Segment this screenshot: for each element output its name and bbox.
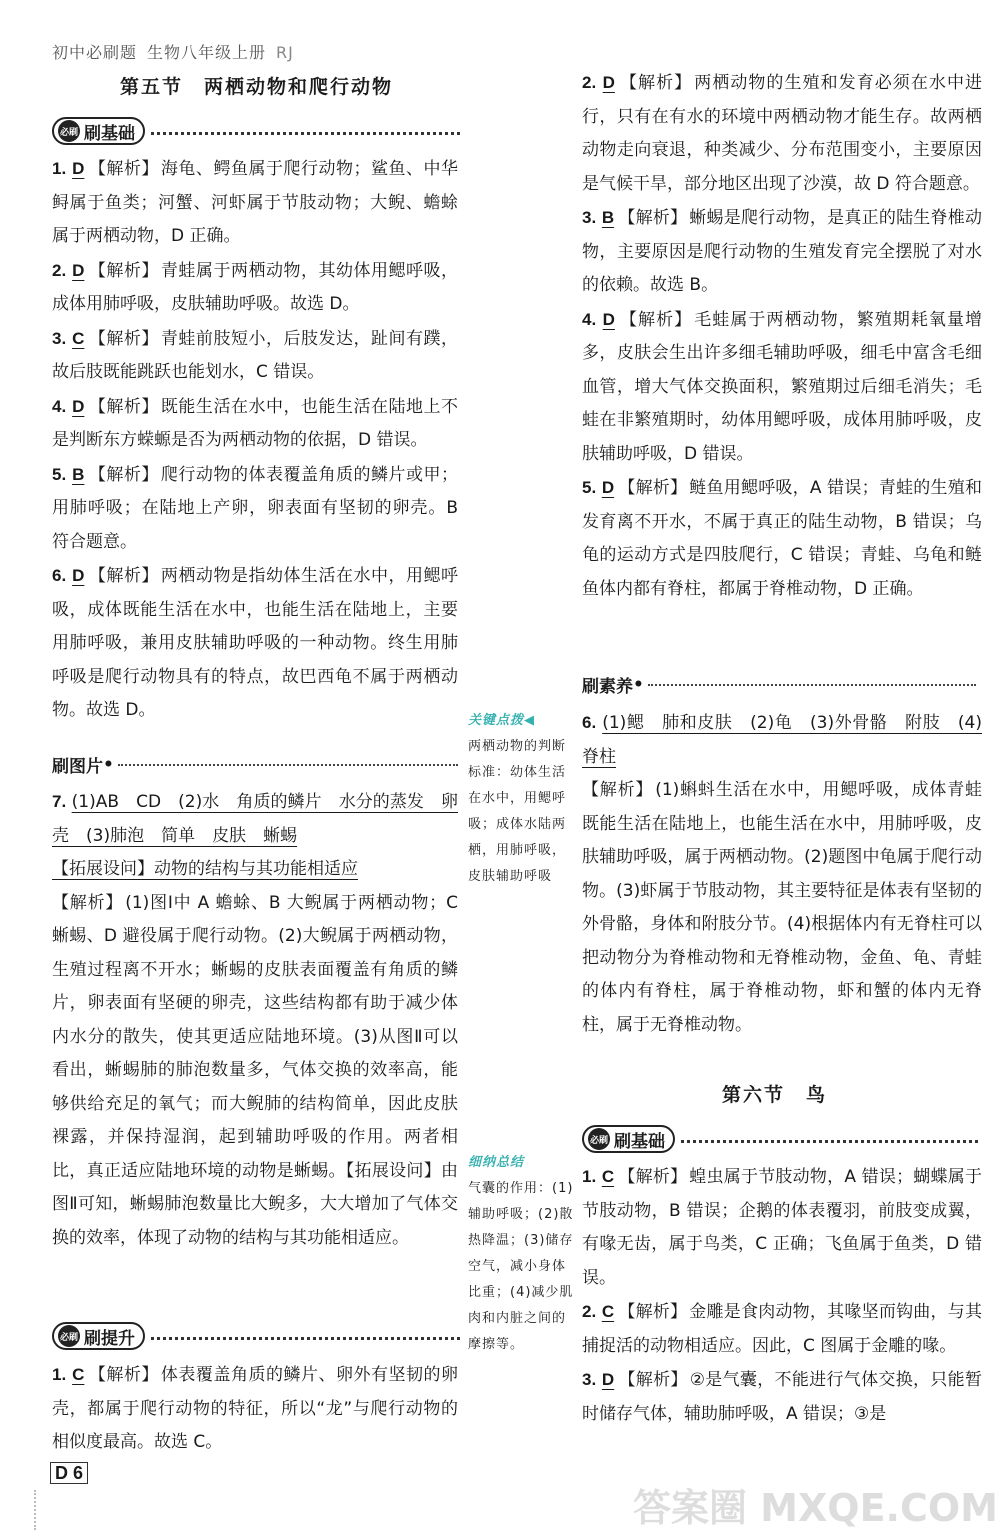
question-number: 5.	[582, 478, 597, 497]
subhead-label: 刷图片	[52, 757, 103, 777]
analysis-tag: 【解析】	[88, 328, 159, 349]
edition: RJ	[276, 43, 294, 62]
answer-letter: C	[601, 1167, 615, 1186]
answer-letter: C	[601, 1302, 615, 1321]
brush-icon: 必刷	[58, 1325, 80, 1347]
brush-icon: 必刷	[58, 120, 80, 142]
question-number: 2.	[582, 73, 597, 92]
question-item	[52, 152, 458, 254]
banner-basic	[52, 117, 460, 145]
question-number: 2.	[582, 1302, 597, 1321]
bullet: •	[633, 674, 644, 695]
answer-letter: D	[602, 309, 615, 329]
analysis-text: 鲢鱼用鳃呼吸，A 错误；青蛙的生殖和发育离不开水，不属于真正的陆生动物，B 错误；乌龟的运动方式是四肢爬行，C 错误；青蛙、乌龟和鲢鱼体内都有脊柱，都属于脊椎动物，D 正确。	[582, 478, 982, 599]
question-item	[582, 471, 982, 606]
arrow-icon: ◀	[524, 713, 536, 728]
analysis-text: 海龟、鳄鱼属于爬行动物；鲨鱼、中华鲟属于鱼类；河蟹、河虾属于节肢动物；大鲵、蟾蜍属于两栖动物，D 正确。	[52, 159, 459, 246]
answer-fill: (1)AB CD (2)水 角质的鳞片 水分的蒸发 卵壳 (3)肺泡 简单 皮肤 蜥蜴	[52, 792, 458, 846]
question-number: 1.	[52, 1365, 67, 1384]
answer-letter: D	[602, 73, 615, 92]
analysis-tag: 【解析】	[618, 309, 693, 330]
watermark: 答案圈 MXQE.COM	[632, 1486, 998, 1530]
analysis-text: 两栖动物是指幼体生活在水中，用鳃呼吸，成体既能生活在水中，也能生活在陆地上，主要用肺呼吸，兼用皮肤辅助呼吸的一种动物。终生用肺呼吸是爬行动物具有的特点，故巴西龟不属于两栖动物。故选 D。	[52, 566, 459, 720]
question-item	[52, 254, 458, 322]
question-number: 2.	[52, 260, 67, 280]
banner-label: 刷基础	[614, 1131, 665, 1152]
analysis-text: 蝗虫属于节肢动物，A 错误；蝴蝶属于节肢动物，B 错误；企鹅的体表覆羽，前肢变成翼，有喙无齿，属于鸟类，C 正确；飞鱼属于鱼类，D 错误。	[582, 1167, 982, 1288]
page-number	[50, 1463, 88, 1484]
question-item	[52, 1358, 458, 1460]
banner-basic-bird	[582, 1125, 978, 1153]
answer-letter: D	[601, 478, 615, 497]
answer-letter: D	[72, 260, 85, 280]
analysis-text: 既能生活在水中，也能生活在陆地上不是判断东方蝾螈是否为两栖动物的依据，D 错误。	[52, 396, 459, 450]
question-number: 6.	[52, 566, 67, 585]
question-item	[52, 322, 458, 390]
analysis-tag: 【解析】	[88, 464, 159, 485]
analysis-text: 毛蛙属于两栖动物，繁殖期耗氧量增多，皮肤会生出许多细毛辅助呼吸，细毛中富含毛细血管，增大气体交换面积，繁殖期过后细毛消失；毛蛙在非繁殖期时，幼体用鳃呼吸，成体用肺呼吸，皮肤辅助呼吸，D 错误。	[582, 309, 983, 464]
question-number: 4.	[52, 396, 67, 416]
sidenote-text: 两栖动物的判断标准：幼体生活在水中，用鳃呼吸；成体水陆两栖，用肺呼吸，皮肤辅助呼吸	[468, 739, 567, 884]
analysis-tag: 【解析】	[618, 1370, 688, 1390]
question-item	[582, 66, 982, 201]
analysis-tag: 【解析】	[88, 566, 159, 586]
answer-letter: B	[72, 464, 85, 484]
analysis-text: (1)图Ⅰ中 A 蟾蜍、B 大鲵属于两栖动物；C 蜥蜴、D 避役属于爬行动物。(2)大鲵属于两栖动物，生殖过程离不开水；蜥蜴的皮肤表面覆盖有角质的鳞片，卵表面有坚硬的卵壳，这些结构都有助于减少体内水分的散失，使其更适应陆地环境。(3)从图Ⅱ可以看出，蜥蜴肺的肺泡数量多，气体交换的效率高，能够供给充足的氧气；而大鲵肺的结构简单，因此皮肤裸露，并保持湿润，起到辅助呼吸的作用。两者相比，真正适应陆地环境的动物是蜥蜴。【拓展设问】由图Ⅱ可知，蜥蜴肺泡数量比大鲵多，大大增加了气体交换的效率，体现了动物的结构与其功能相适应。	[52, 892, 458, 1248]
analysis-tag: 【解析】	[88, 396, 159, 417]
analysis-tag: 【解析】	[618, 478, 688, 498]
subhead-label: 刷素养	[582, 677, 633, 697]
question-item	[52, 785, 458, 853]
answer-fill: (1)鳃 肺和皮肤 (2)龟 (3)外骨骼 附肢 (4)脊柱	[582, 713, 982, 767]
subhead-picture	[52, 752, 458, 777]
analysis-text: 两栖动物的生殖和发育必须在水中进行，只有在有水的环境中两栖动物才能生存。故两栖动物走向衰退，种类减少、分布范围变小，主要原因是气候干旱，部分地区出现了沙漠，故 D 符合题意。	[582, 73, 983, 194]
analysis-tag: 【解析】	[618, 1167, 688, 1187]
left-improve-list	[52, 1358, 458, 1460]
banner-pill	[582, 1125, 675, 1153]
answer-letter: D	[72, 396, 85, 416]
analysis-text: 爬行动物的体表覆盖角质的鳞片或甲；用肺呼吸；在陆地上产卵，卵表面有坚韧的卵壳。B 符合题意。	[52, 464, 459, 552]
question-number: 1.	[582, 1167, 597, 1186]
answer-letter: D	[72, 159, 85, 178]
dotted-rule	[681, 1140, 978, 1143]
question-item	[52, 458, 458, 560]
question-6	[582, 706, 982, 1042]
sidenote-summary	[468, 1150, 576, 1358]
analysis-tag: 【解析】	[88, 260, 159, 281]
analysis-text: 蜥蜴是爬行动物，是真正的陆生脊椎动物，主要原因是爬行动物的生殖发育完全摆脱了对水的依赖。故选 B。	[582, 208, 983, 295]
sidenote-text: 气囊的作用：(1)辅助呼吸；(2)散热降温；(3)储存空气，减小身体比重；(4)减少肌肉和内脏之间的摩擦等。	[468, 1181, 574, 1352]
question-number: 6.	[582, 713, 597, 732]
question-item	[582, 1160, 982, 1295]
question-item	[582, 1295, 982, 1363]
question-item	[52, 559, 458, 728]
analysis-tag: 【解析】	[52, 892, 124, 913]
right-basic-list	[582, 66, 982, 606]
extend-text: 【拓展设问】动物的结构与其功能相适应	[52, 859, 358, 879]
answer-letter: C	[72, 328, 85, 348]
section-title: 第五节 两栖动物和爬行动物	[120, 76, 394, 98]
subject-name: 生物八年级上册	[147, 43, 267, 62]
dotted-rule	[648, 684, 976, 686]
sidenote-key-tip	[468, 708, 576, 890]
banner-improve	[52, 1322, 460, 1350]
analysis-tag: 【解析】	[88, 1365, 159, 1385]
bullet: •	[103, 754, 114, 775]
analysis-text: ②是气囊，不能进行气体交换，只能暂时储存气体，辅助肺呼吸，A 错误；③是	[582, 1370, 982, 1424]
question-number: 7.	[52, 792, 67, 811]
question-number: 4.	[582, 309, 597, 329]
right-bird-list	[582, 1160, 982, 1431]
dotted-rule	[151, 1337, 460, 1340]
analysis-tag: 【解析】	[618, 1302, 688, 1322]
extend-line	[52, 853, 458, 887]
banner-label: 刷提升	[84, 1328, 135, 1349]
analysis-tag: 【解析】	[618, 208, 688, 228]
analysis-tag: 【解析】	[618, 73, 693, 93]
left-basic-list	[52, 152, 458, 728]
question-item	[582, 303, 982, 472]
dotted-rule	[151, 132, 460, 135]
banner-pill	[52, 117, 145, 145]
question-number: 3.	[582, 1370, 597, 1389]
question-item	[52, 390, 458, 458]
question-item	[582, 201, 982, 303]
analysis-text: 金雕是食肉动物，其喙坚而钩曲，与其捕捉活的动物相适应。因此，C 图属于金雕的喙。	[582, 1302, 983, 1356]
analysis-text: 体表覆盖角质的鳞片、卵外有坚韧的卵壳，都属于爬行动物的特征，所以“龙”与爬行动物的相似度最高。故选 C。	[52, 1365, 459, 1452]
question-number: 5.	[52, 464, 67, 484]
answer-letter: D	[601, 1370, 615, 1389]
banner-label: 刷基础	[84, 123, 135, 144]
analysis-text: 青蛙前肢短小，后肢发达，趾间有蹼，故后肢既能跳跃也能划水，C 错误。	[52, 328, 459, 382]
answer-letter: B	[601, 208, 615, 227]
question-number: 3.	[52, 328, 67, 348]
question-item	[582, 1363, 982, 1431]
book-name: 初中必刷题	[52, 43, 138, 62]
dotted-rule	[118, 764, 458, 766]
question-number: 1.	[52, 159, 67, 178]
running-header	[52, 40, 294, 63]
section-title: 第六节 鸟	[722, 1084, 828, 1106]
answer-letter: C	[72, 1365, 85, 1384]
question-7	[52, 785, 458, 1255]
question-number: 3.	[582, 208, 597, 227]
answer-letter: D	[72, 566, 85, 585]
analysis	[582, 774, 982, 1042]
margin-rule	[34, 1490, 37, 1530]
subhead-literacy	[582, 672, 976, 697]
page-number-text: D 6	[50, 1462, 88, 1484]
analysis-tag: 【解析】	[582, 780, 654, 800]
analysis-tag: 【解析】	[88, 159, 159, 179]
analysis-text: (1)蝌蚪生活在水中，用鳃呼吸，成体青蛙既能生活在陆地上，也能生活在水中，用肺呼吸，皮肤辅助呼吸，属于两栖动物。(2)题图中龟属于爬行动物。(3)虾属于节肢动物，其主要特征是体表有坚韧的外骨骼，身体和附肢分节。(4)根据体内有无脊柱可以把动物分为脊椎动物和无脊椎动物，金鱼、龟、青蛙的体内有脊柱，属于脊椎动物，虾和蟹的体内无脊柱，属于无脊椎动物。	[582, 780, 983, 1035]
analysis-text: 青蛙属于两栖动物，其幼体用鳃呼吸，成体用肺呼吸，皮肤辅助呼吸。故选 D。	[52, 260, 459, 314]
sidenote-title: 关键点拨	[468, 713, 525, 728]
question-item	[582, 706, 982, 774]
analysis	[52, 887, 458, 1256]
sidenote-title: 细纳总结	[468, 1155, 525, 1170]
brush-icon: 必刷	[588, 1128, 610, 1150]
banner-pill	[52, 1322, 145, 1350]
